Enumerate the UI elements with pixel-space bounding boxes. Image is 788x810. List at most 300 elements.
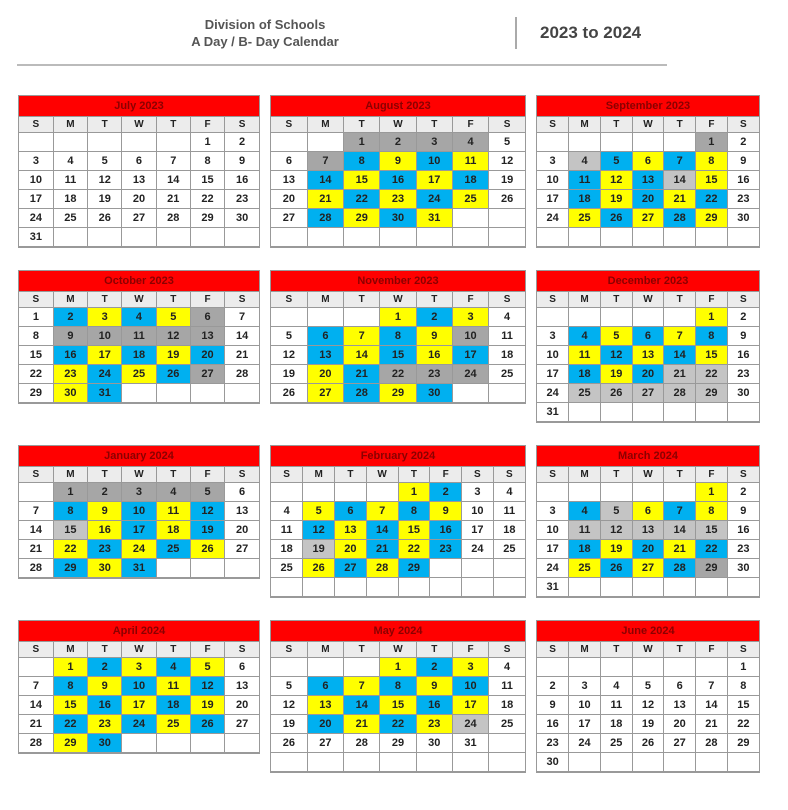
- empty-cell: [632, 133, 664, 152]
- day-cell: 7: [664, 502, 696, 521]
- month-march-2024: [536, 445, 760, 598]
- day-cell: 5: [632, 677, 664, 696]
- weekday-header: S: [271, 467, 303, 483]
- month-title: March 2024: [537, 446, 759, 467]
- week-row: [271, 133, 525, 152]
- month-january-2024: [18, 445, 260, 579]
- empty-cell: [452, 228, 488, 247]
- day-cell: 22: [696, 365, 728, 384]
- day-cell: 25: [489, 365, 525, 384]
- empty-cell: [600, 578, 632, 597]
- day-cell: 9: [416, 327, 452, 346]
- day-cell: 23: [727, 365, 759, 384]
- empty-cell: [53, 133, 87, 152]
- month-title: May 2024: [271, 621, 525, 642]
- day-cell: 13: [225, 677, 259, 696]
- day-cell: 19: [190, 696, 224, 715]
- day-cell: 31: [537, 403, 569, 422]
- day-cell: 21: [19, 715, 53, 734]
- empty-cell: [452, 209, 488, 228]
- empty-cell: [19, 133, 53, 152]
- weekday-header: F: [696, 642, 728, 658]
- weekday-header: M: [307, 642, 343, 658]
- day-cell: 4: [569, 502, 601, 521]
- day-cell: 5: [600, 152, 632, 171]
- day-cell: 8: [380, 327, 416, 346]
- day-cell: 3: [462, 483, 494, 502]
- month-title: August 2023: [271, 96, 525, 117]
- weekday-header: S: [537, 117, 569, 133]
- empty-cell: [307, 308, 343, 327]
- day-cell: 12: [190, 677, 224, 696]
- day-cell: 30: [537, 753, 569, 772]
- weekday-header: T: [335, 467, 367, 483]
- weekday-header: S: [489, 117, 525, 133]
- weekday-header: T: [600, 467, 632, 483]
- empty-cell: [366, 483, 398, 502]
- day-cell: 17: [537, 190, 569, 209]
- day-cell: 2: [225, 133, 259, 152]
- weekday-header: W: [380, 117, 416, 133]
- weekday-header: T: [156, 117, 190, 133]
- day-cell: 21: [696, 715, 728, 734]
- day-cell: 19: [600, 365, 632, 384]
- weekday-header: T: [416, 292, 452, 308]
- day-cell: 20: [190, 346, 224, 365]
- empty-cell: [632, 753, 664, 772]
- day-cell: 30: [727, 559, 759, 578]
- empty-cell: [600, 658, 632, 677]
- day-cell: 16: [88, 521, 122, 540]
- day-cell: 23: [88, 715, 122, 734]
- day-cell: 20: [632, 540, 664, 559]
- day-cell: 26: [271, 734, 307, 753]
- day-cell: 26: [600, 559, 632, 578]
- day-cell: 22: [727, 715, 759, 734]
- day-cell: 11: [122, 327, 156, 346]
- empty-cell: [271, 753, 307, 772]
- week-row: [271, 483, 525, 502]
- week-row: [537, 171, 759, 190]
- day-cell: 21: [664, 190, 696, 209]
- day-cell: 27: [307, 734, 343, 753]
- weekday-header: S: [19, 642, 53, 658]
- day-cell: 30: [380, 209, 416, 228]
- day-cell: 16: [416, 346, 452, 365]
- header-rule: [17, 64, 667, 66]
- day-cell: 24: [569, 734, 601, 753]
- day-cell: 6: [664, 677, 696, 696]
- day-cell: 21: [366, 540, 398, 559]
- day-cell: 2: [727, 133, 759, 152]
- weekday-header: T: [416, 642, 452, 658]
- empty-cell: [122, 384, 156, 403]
- day-cell: 23: [88, 540, 122, 559]
- day-cell: 30: [225, 209, 259, 228]
- day-cell: 1: [727, 658, 759, 677]
- weekday-header: T: [416, 117, 452, 133]
- empty-cell: [225, 228, 259, 247]
- week-row: [271, 715, 525, 734]
- empty-cell: [600, 483, 632, 502]
- day-cell: 10: [19, 171, 53, 190]
- day-cell: 9: [727, 327, 759, 346]
- day-cell: 1: [696, 308, 728, 327]
- weekday-header: T: [88, 642, 122, 658]
- empty-cell: [569, 578, 601, 597]
- weekday-header: W: [632, 642, 664, 658]
- week-row: [19, 658, 259, 677]
- day-cell: 10: [537, 521, 569, 540]
- week-row: [271, 502, 525, 521]
- day-cell: 2: [537, 677, 569, 696]
- empty-cell: [190, 559, 224, 578]
- day-cell: 2: [88, 658, 122, 677]
- day-cell: 28: [307, 209, 343, 228]
- empty-cell: [489, 384, 525, 403]
- day-cell: 7: [225, 308, 259, 327]
- week-row: [537, 734, 759, 753]
- empty-cell: [632, 483, 664, 502]
- week-row: [537, 715, 759, 734]
- day-cell: 9: [88, 677, 122, 696]
- weekday-header: F: [696, 467, 728, 483]
- day-cell: 30: [53, 384, 87, 403]
- empty-cell: [307, 133, 343, 152]
- weekday-header: W: [632, 117, 664, 133]
- calendar-heading: [150, 16, 380, 50]
- empty-cell: [600, 753, 632, 772]
- month-july-2023: [18, 95, 260, 248]
- day-cell: 3: [537, 152, 569, 171]
- day-cell: 22: [344, 190, 380, 209]
- empty-cell: [489, 753, 525, 772]
- month-october-2023: [18, 270, 260, 404]
- week-row: [537, 502, 759, 521]
- day-cell: 31: [452, 734, 488, 753]
- weekday-header: T: [156, 642, 190, 658]
- day-cell: 3: [122, 658, 156, 677]
- weekday-header: S: [462, 467, 494, 483]
- weekday-header: T: [600, 642, 632, 658]
- day-cell: 29: [380, 734, 416, 753]
- day-cell: 3: [452, 658, 488, 677]
- week-row: [271, 734, 525, 753]
- day-cell: 31: [416, 209, 452, 228]
- empty-cell: [569, 658, 601, 677]
- month-title: November 2023: [271, 271, 525, 292]
- day-cell: 7: [344, 677, 380, 696]
- empty-cell: [416, 753, 452, 772]
- week-row: [537, 308, 759, 327]
- day-cell: 13: [632, 521, 664, 540]
- week-row: [19, 133, 259, 152]
- day-cell: 4: [452, 133, 488, 152]
- day-cell: 27: [632, 384, 664, 403]
- week-row: [19, 152, 259, 171]
- day-cell: 10: [122, 677, 156, 696]
- empty-cell: [225, 559, 259, 578]
- day-cell: 30: [88, 734, 122, 753]
- day-cell: 27: [225, 715, 259, 734]
- day-cell: 9: [88, 502, 122, 521]
- day-cell: 20: [225, 521, 259, 540]
- day-cell: 4: [569, 327, 601, 346]
- day-cell: 1: [380, 658, 416, 677]
- weekday-header: F: [430, 467, 462, 483]
- month-title: December 2023: [537, 271, 759, 292]
- day-cell: 27: [122, 209, 156, 228]
- empty-cell: [569, 133, 601, 152]
- weekday-header: M: [53, 292, 87, 308]
- day-cell: 29: [19, 384, 53, 403]
- week-row: [537, 559, 759, 578]
- day-cell: 6: [122, 152, 156, 171]
- day-cell: 21: [664, 365, 696, 384]
- day-cell: 7: [366, 502, 398, 521]
- day-cell: 9: [430, 502, 462, 521]
- day-cell: 27: [225, 540, 259, 559]
- day-cell: 31: [537, 578, 569, 597]
- week-row: [19, 228, 259, 247]
- weekday-header: M: [53, 467, 87, 483]
- day-cell: 9: [537, 696, 569, 715]
- day-cell: 25: [569, 559, 601, 578]
- day-cell: 11: [569, 346, 601, 365]
- empty-cell: [156, 734, 190, 753]
- weekday-header: F: [696, 292, 728, 308]
- empty-cell: [344, 753, 380, 772]
- day-cell: 8: [380, 677, 416, 696]
- day-cell: 24: [19, 209, 53, 228]
- day-cell: 24: [416, 190, 452, 209]
- day-cell: 5: [190, 483, 224, 502]
- day-cell: 3: [122, 483, 156, 502]
- day-cell: 18: [156, 696, 190, 715]
- day-cell: 10: [88, 327, 122, 346]
- day-cell: 19: [156, 346, 190, 365]
- week-row: [537, 483, 759, 502]
- day-cell: 11: [156, 502, 190, 521]
- weekday-header: S: [19, 292, 53, 308]
- day-cell: 4: [156, 483, 190, 502]
- day-cell: 18: [271, 540, 303, 559]
- day-cell: 30: [416, 384, 452, 403]
- day-cell: 26: [88, 209, 122, 228]
- day-cell: 6: [225, 483, 259, 502]
- day-cell: 14: [344, 346, 380, 365]
- week-row: [271, 696, 525, 715]
- day-cell: 10: [537, 346, 569, 365]
- weekday-header: M: [569, 642, 601, 658]
- day-cell: 19: [88, 190, 122, 209]
- week-row: [271, 540, 525, 559]
- day-cell: 16: [380, 171, 416, 190]
- day-cell: 19: [271, 715, 307, 734]
- day-cell: 9: [416, 677, 452, 696]
- weekday-header: S: [225, 467, 259, 483]
- day-cell: 26: [303, 559, 335, 578]
- day-cell: 29: [53, 734, 87, 753]
- weekday-header: S: [489, 642, 525, 658]
- day-cell: 20: [122, 190, 156, 209]
- empty-cell: [600, 228, 632, 247]
- week-row: [19, 696, 259, 715]
- empty-cell: [307, 658, 343, 677]
- day-cell: 25: [53, 209, 87, 228]
- weekday-header: M: [53, 642, 87, 658]
- weekday-header: T: [344, 642, 380, 658]
- week-row: [271, 171, 525, 190]
- weekday-header: S: [727, 467, 759, 483]
- weekday-header: S: [19, 467, 53, 483]
- weekday-header: W: [632, 292, 664, 308]
- day-cell: 19: [600, 540, 632, 559]
- day-cell: 25: [569, 209, 601, 228]
- day-cell: 31: [19, 228, 53, 247]
- empty-cell: [664, 133, 696, 152]
- empty-cell: [537, 228, 569, 247]
- empty-cell: [271, 228, 307, 247]
- weekday-header: S: [225, 117, 259, 133]
- day-cell: 9: [380, 152, 416, 171]
- day-cell: 26: [632, 734, 664, 753]
- day-cell: 10: [569, 696, 601, 715]
- empty-cell: [489, 228, 525, 247]
- day-cell: 14: [664, 521, 696, 540]
- weekday-header: M: [303, 467, 335, 483]
- day-cell: 24: [122, 715, 156, 734]
- day-cell: 11: [489, 327, 525, 346]
- day-cell: 18: [122, 346, 156, 365]
- empty-cell: [696, 578, 728, 597]
- day-cell: 13: [271, 171, 307, 190]
- day-cell: 12: [489, 152, 525, 171]
- day-cell: 5: [600, 502, 632, 521]
- week-row: [537, 365, 759, 384]
- day-cell: 8: [696, 152, 728, 171]
- day-cell: 26: [271, 384, 307, 403]
- empty-cell: [156, 559, 190, 578]
- empty-cell: [398, 578, 430, 597]
- day-cell: 19: [489, 171, 525, 190]
- day-cell: 10: [452, 327, 488, 346]
- day-cell: 1: [190, 133, 224, 152]
- month-title: October 2023: [19, 271, 259, 292]
- day-cell: 30: [727, 209, 759, 228]
- day-cell: 14: [19, 521, 53, 540]
- day-cell: 12: [156, 327, 190, 346]
- weekday-header: T: [344, 117, 380, 133]
- day-cell: 23: [416, 715, 452, 734]
- day-cell: 18: [569, 190, 601, 209]
- day-cell: 6: [335, 502, 367, 521]
- day-cell: 15: [53, 521, 87, 540]
- month-june-2024: [536, 620, 760, 773]
- empty-cell: [452, 384, 488, 403]
- day-cell: 15: [696, 346, 728, 365]
- week-row: [19, 502, 259, 521]
- day-cell: 28: [19, 559, 53, 578]
- weekday-header: T: [664, 467, 696, 483]
- day-cell: 16: [727, 346, 759, 365]
- day-cell: 1: [19, 308, 53, 327]
- day-cell: 23: [430, 540, 462, 559]
- week-row: [271, 521, 525, 540]
- empty-cell: [344, 658, 380, 677]
- day-cell: 2: [416, 308, 452, 327]
- week-row: [537, 578, 759, 597]
- day-cell: 12: [600, 521, 632, 540]
- day-cell: 15: [696, 171, 728, 190]
- week-row: [537, 403, 759, 422]
- week-row: [19, 384, 259, 403]
- day-cell: 17: [19, 190, 53, 209]
- day-cell: 17: [88, 346, 122, 365]
- weekday-header: S: [537, 292, 569, 308]
- day-cell: 1: [696, 133, 728, 152]
- day-cell: 19: [190, 521, 224, 540]
- day-cell: 12: [190, 502, 224, 521]
- day-cell: 27: [335, 559, 367, 578]
- day-cell: 3: [569, 677, 601, 696]
- day-cell: 5: [190, 658, 224, 677]
- empty-cell: [664, 403, 696, 422]
- day-cell: 7: [664, 152, 696, 171]
- day-cell: 21: [344, 365, 380, 384]
- day-cell: 10: [462, 502, 494, 521]
- day-cell: 29: [380, 384, 416, 403]
- day-cell: 15: [727, 696, 759, 715]
- week-row: [271, 753, 525, 772]
- empty-cell: [569, 403, 601, 422]
- day-cell: 27: [632, 559, 664, 578]
- day-cell: 1: [696, 483, 728, 502]
- week-row: [537, 152, 759, 171]
- empty-cell: [537, 483, 569, 502]
- day-cell: 9: [727, 152, 759, 171]
- day-cell: 23: [380, 190, 416, 209]
- day-cell: 25: [569, 384, 601, 403]
- month-title: September 2023: [537, 96, 759, 117]
- day-cell: 4: [600, 677, 632, 696]
- day-cell: 15: [380, 696, 416, 715]
- weekday-header: S: [19, 117, 53, 133]
- org-name: Division of Schools: [204, 17, 326, 32]
- day-cell: 23: [416, 365, 452, 384]
- day-cell: 11: [569, 171, 601, 190]
- day-cell: 17: [537, 365, 569, 384]
- day-cell: 17: [569, 715, 601, 734]
- weekday-header: M: [569, 117, 601, 133]
- empty-cell: [696, 403, 728, 422]
- day-cell: 18: [489, 696, 525, 715]
- day-cell: 13: [225, 502, 259, 521]
- day-cell: 6: [307, 677, 343, 696]
- month-february-2024: [270, 445, 526, 598]
- day-cell: 21: [344, 715, 380, 734]
- week-row: [537, 384, 759, 403]
- day-cell: 3: [88, 308, 122, 327]
- day-cell: 21: [307, 190, 343, 209]
- day-cell: 29: [696, 384, 728, 403]
- day-cell: 1: [53, 658, 87, 677]
- weekday-header: S: [727, 292, 759, 308]
- weekday-header: M: [307, 117, 343, 133]
- day-cell: 2: [88, 483, 122, 502]
- day-cell: 23: [727, 540, 759, 559]
- day-cell: 12: [600, 346, 632, 365]
